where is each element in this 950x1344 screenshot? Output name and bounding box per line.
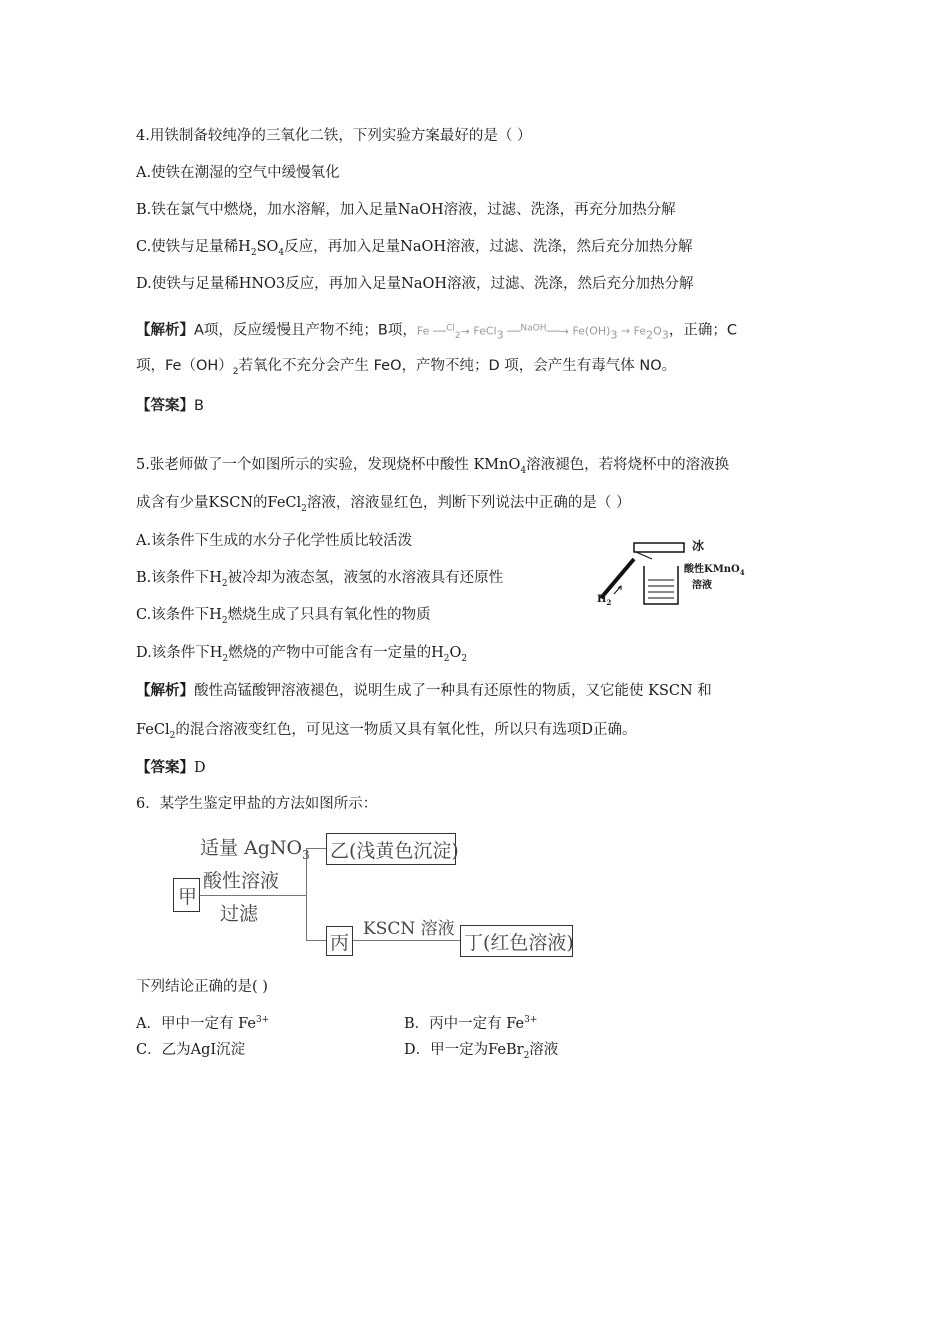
q5-answer: 【答案】D xyxy=(136,759,206,776)
yi-label: 乙(浅黄色沉淀) xyxy=(330,840,459,862)
q5-stem-line-2: 成含有少量KSCN的FeCl$_2$溶液，溶液显红色，判断下列说法中正确的是（ ） xyxy=(136,495,631,514)
q5-analysis-line-1: 【解析】酸性高锰酸钾溶液褪色，说明生成了一种具有还原性的物质，又它能使 KSCN 和 xyxy=(136,682,712,699)
reagent-agno3-label: 适量 AgNO$_3$ xyxy=(200,837,310,862)
q4-analysis-line-1: 【解析】A项，反应缓慢且产物不纯；B项，Fe ──$^{Cl}_2$→ FeCl$_3$ ──$^{NaOH}$──→ $Fe(OH)_3 \to Fe_2O_3$，正确；C xyxy=(136,322,737,342)
q4-option-b: B.铁在氯气中燃烧，加水溶解，加入足量NaOH溶液，过滤、洗涤，再充分加热分解 xyxy=(136,202,676,218)
q6-option-d: D．甲一定为FeBr$_2$溶液 xyxy=(404,1042,559,1061)
reagent-acid-label: 酸性溶液 xyxy=(203,870,280,892)
q6-option-a: A．甲中一定有 $Fe^{3+}$ xyxy=(136,1015,270,1032)
bing-label: 丙 xyxy=(330,932,350,954)
q6-option-c: C．乙为AgI沉淀 xyxy=(136,1042,246,1058)
q4-option-a: A.使铁在潮湿的空气中缓慢氧化 xyxy=(136,165,340,181)
ding-label: 丁(红色溶液) xyxy=(464,932,574,954)
solution-label: 酸性KMnO$_4$ 溶液 xyxy=(684,564,745,591)
q5-analysis-line-2: FeCl$_2$的混合溶液变红色，可见这一物质又具有氧化性，所以只有选项D正确。 xyxy=(136,722,637,741)
q5-option-d: D.该条件下$H_2$燃烧的产物中可能含有一定量的$H_2O_2$ xyxy=(136,645,468,664)
q4-stem: 4.用铁制备较纯净的三氧化二铁，下列实验方案最好的是（ ） xyxy=(136,128,532,144)
q4-option-c: C.使铁与足量稀$H_2SO_4$反应，再加入足量NaOH溶液，过滤、洗涤，然后充分加热分解 xyxy=(136,239,693,258)
q4-answer: 【答案】B xyxy=(136,398,204,414)
reagent-filter-label: 过滤 xyxy=(220,903,259,925)
q6-question: 下列结论正确的是( ) xyxy=(136,979,268,995)
q6-stem: 6．某学生鉴定甲盐的方法如图所示： xyxy=(136,796,378,812)
q5-option-a: A.该条件下生成的水分子化学性质比较活泼 xyxy=(136,533,413,549)
q6-option-b: B．丙中一定有 $Fe^{3+}$ xyxy=(404,1015,538,1032)
q5-apparatus-figure xyxy=(596,540,766,612)
h2-label: $H_2$ xyxy=(597,594,612,607)
q5-option-c: C.该条件下$H_2$燃烧生成了只具有氧化性的物质 xyxy=(136,607,431,626)
jia-label: 甲 xyxy=(178,886,198,908)
ice-label: 冰 xyxy=(692,539,705,553)
q6-flow-diagram xyxy=(168,830,578,960)
q4-option-d: D.使铁与足量稀HNO3反应，再加入足量NaOH溶液，过滤、洗涤，然后充分加热分解 xyxy=(136,276,694,292)
q4-analysis-line-2: 项，$Fe(OH)_2$若氧化不充分会产生 FeO，产物不纯；D 项，会产生有毒气体 NO。 xyxy=(136,358,677,377)
q5-stem-line-1: 5.张老师做了一个如图所示的实验，发现烧杯中酸性 KMnO$_4$溶液褪色，若将烧杯中的溶液换 xyxy=(136,457,730,476)
reagent-kscn-label: KSCN 溶液 xyxy=(363,919,455,939)
q5-option-b: B.该条件下$H_2$被冷却为液态氢，液氢的水溶液具有还原性 xyxy=(136,570,504,589)
